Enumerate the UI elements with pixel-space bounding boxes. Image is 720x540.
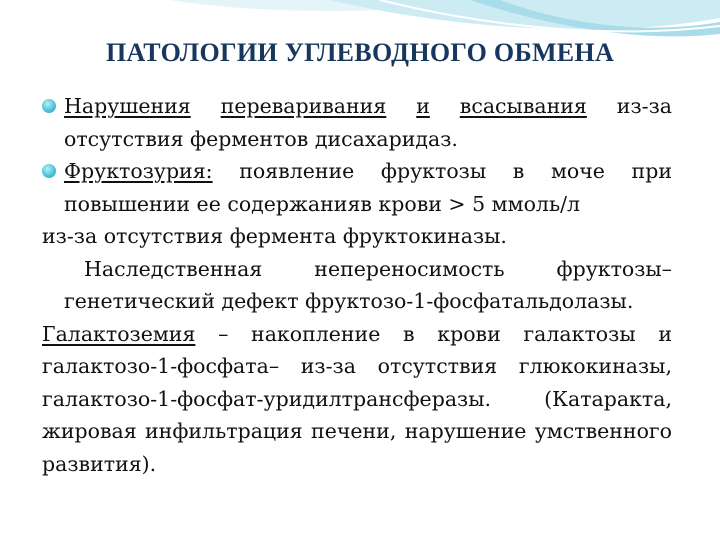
hereditary-text: Наследственная непереносимость фруктозы– генетический дефект фруктозо-1-фосфатальдолазы. [64,256,672,313]
bullet-item-fructosuria [42,155,672,220]
underlined-word: всасывания [459,94,587,118]
bullet-text: из-за отсутствия ферментов дисахаридаз. [64,94,672,151]
bullet-item-digestion [42,90,672,155]
bullet-dot-icon [42,99,56,113]
slide-body [42,90,672,480]
galactosemia-paragraph [42,318,672,481]
term-fructosuria: Фруктозурия: [64,159,213,183]
continuation-line: из-за отсутствия фермента фруктокиназы. [42,224,507,248]
term-galactosemia: Галактоземия [42,321,196,346]
hereditary-paragraph [42,253,672,318]
underlined-word: и [416,94,430,118]
bullet-dot-icon [42,164,56,178]
bullet-text: появление фруктозы в моче при повышении ее содержанияв крови > 5 ммоль/л [64,159,672,216]
underlined-word: переваривания [220,94,387,118]
galactosemia-text: – накопление в крови галактозы и галактозо-1-фосфата– из-за отсутствия глюкокиназы, галактозо-1-фосфат-уридилтрансферазы. (Катаракта, жировая инфильтрация печени, нарушение умственного развития). [42,321,672,476]
slide-title: ПАТОЛОГИИ УГЛЕВОДНОГО ОБМЕНА [105,38,615,67]
underlined-word: Нарушения [64,94,191,118]
